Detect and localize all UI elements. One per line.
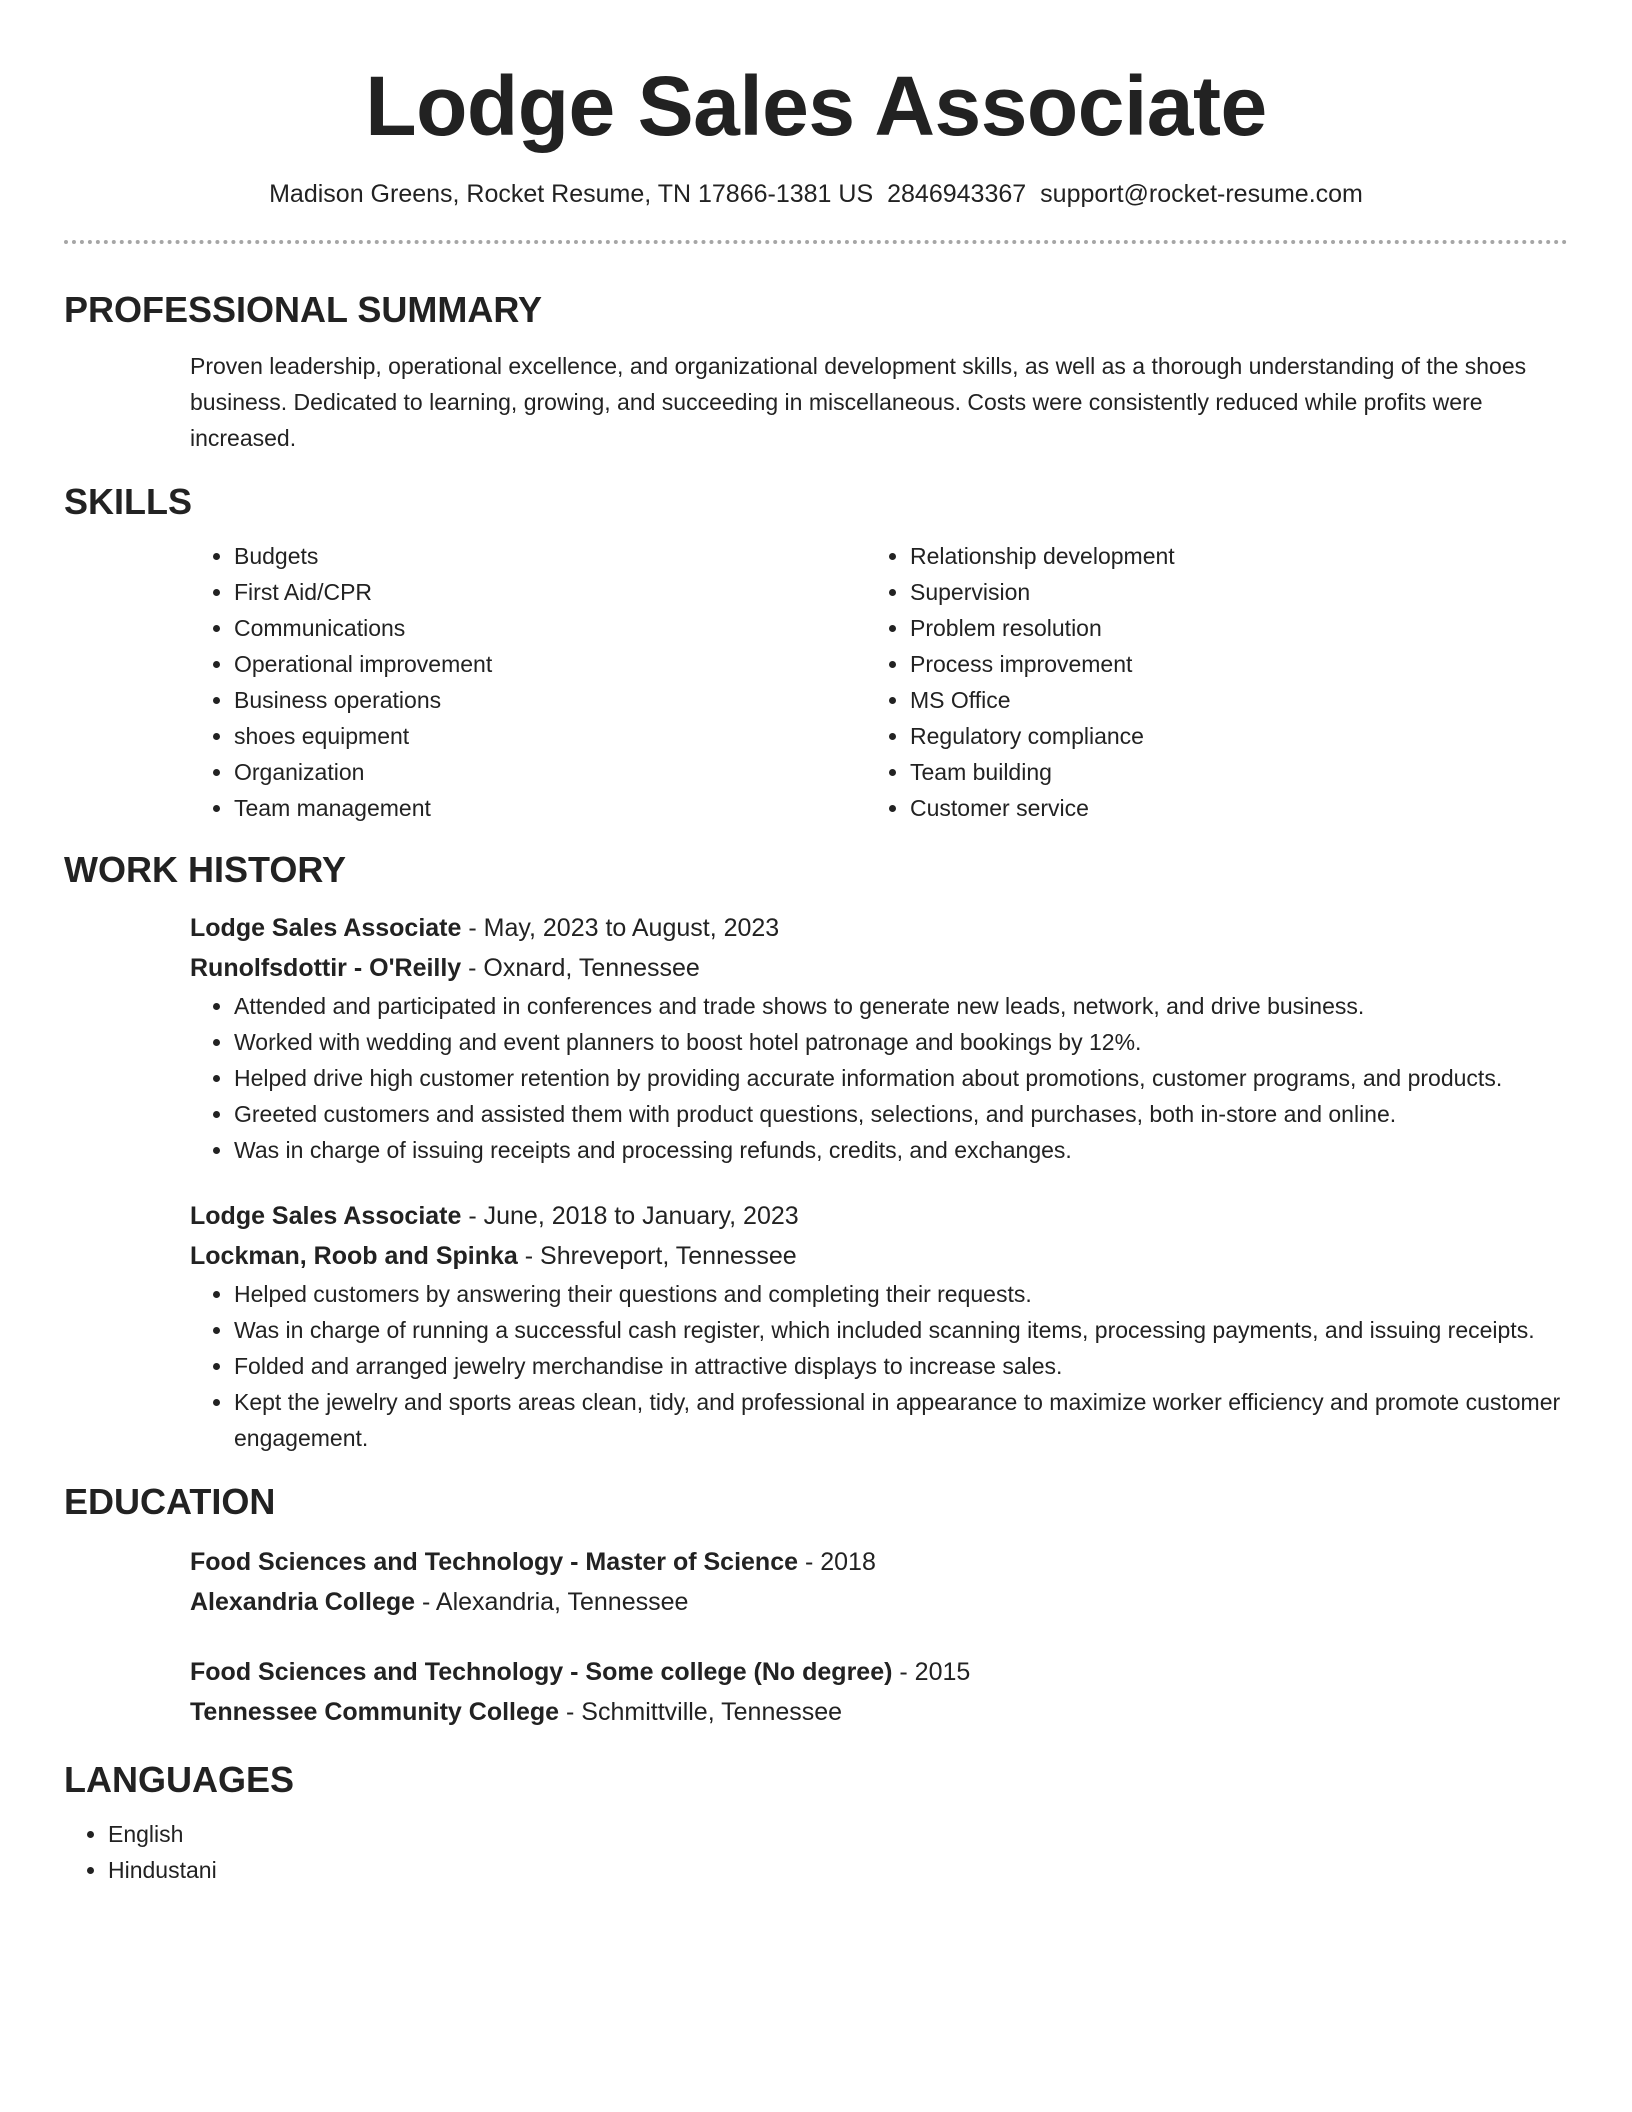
contact-email: support@rocket-resume.com: [1040, 180, 1363, 208]
education-location: - Alexandria, Tennessee: [415, 1588, 689, 1616]
job-entry: [190, 1196, 1568, 1456]
skill-item: • Organization: [234, 754, 866, 790]
skill-item: • Supervision: [910, 574, 1542, 610]
job-duty: • Attended and participated in conferences and trade shows to generate new leads, network, and drive business.: [234, 988, 1568, 1024]
education-heading: EDUCATION: [64, 1481, 276, 1522]
contact-address: Madison Greens, Rocket Resume, TN 17866-1381 US: [269, 180, 874, 208]
resume-name: Lodge Sales Associate: [365, 59, 1267, 153]
job-duty: • Worked with wedding and event planners to boost hotel patronage and bookings by 12%.: [234, 1024, 1568, 1060]
skill-item: • Communications: [234, 610, 866, 646]
languages-list: [64, 1816, 1568, 1888]
skill-item: • Team building: [910, 754, 1542, 790]
skill-item: • Operational improvement: [234, 646, 866, 682]
job-dates: - May, 2023 to August, 2023: [461, 914, 780, 942]
summary-heading: PROFESSIONAL SUMMARY: [64, 289, 543, 330]
skill-item: • Regulatory compliance: [910, 718, 1542, 754]
skill-item: • Customer service: [910, 790, 1542, 826]
skill-item: • Relationship development: [910, 538, 1542, 574]
job-dates: - June, 2018 to January, 2023: [461, 1202, 799, 1230]
skill-item: • MS Office: [910, 682, 1542, 718]
job-duty: • Greeted customers and assisted them with product questions, selections, and purchases, both in-store and online.: [234, 1096, 1568, 1132]
job-company: Runolfsdottir - O'Reilly: [190, 954, 462, 982]
education-school: Tennessee Community College: [190, 1698, 560, 1726]
languages-heading: LANGUAGES: [64, 1759, 295, 1800]
education-school-line: [190, 1582, 1568, 1622]
header-divider: [64, 240, 1568, 244]
job-location: - Shreveport, Tennessee: [517, 1242, 797, 1270]
education-degree-line: [190, 1652, 1568, 1692]
education-degree-line: [190, 1542, 1568, 1582]
skill-item: • Problem resolution: [910, 610, 1542, 646]
skill-item: • Business operations: [234, 682, 866, 718]
language-item: • English: [108, 1816, 1568, 1852]
job-duty: • Helped drive high customer retention by providing accurate information about promotions, customer programs, and products.: [234, 1060, 1568, 1096]
summary-text: Proven leadership, operational excellence, and organizational development skills, as well as a thorough understanding of the shoes business. Dedicated to learning, growing, and succeeding in miscellaneous. Costs were consistently reduced while profits were increased.: [190, 353, 1527, 451]
job-duty: • Kept the jewelry and sports areas clean, tidy, and professional in appearance to maximize worker efficiency and promote customer engagement.: [234, 1384, 1568, 1456]
skills-heading: SKILLS: [64, 481, 193, 522]
job-role: Lodge Sales Associate: [190, 914, 462, 942]
education-year: - 2018: [798, 1548, 876, 1576]
contact-phone: 2846943367: [887, 180, 1027, 208]
job-duty: • Was in charge of running a successful cash register, which included scanning items, processing payments, and issuing receipts.: [234, 1312, 1568, 1348]
skill-item: • Team management: [234, 790, 866, 826]
job-duties: [190, 988, 1568, 1168]
job-location: - Oxnard, Tennessee: [461, 954, 700, 982]
work-history-heading: WORK HISTORY: [64, 849, 347, 890]
skill-item: • Process improvement: [910, 646, 1542, 682]
job-duty: • Folded and arranged jewelry merchandise in attractive displays to increase sales.: [234, 1348, 1568, 1384]
job-duty: • Was in charge of issuing receipts and processing refunds, credits, and exchanges.: [234, 1132, 1568, 1168]
job-duty: • Helped customers by answering their questions and completing their requests.: [234, 1276, 1568, 1312]
job-company-line: [190, 948, 1568, 988]
language-item: • Hindustani: [108, 1852, 1568, 1888]
contact-line: [64, 178, 1568, 210]
job-role: Lodge Sales Associate: [190, 1202, 462, 1230]
skill-item: • First Aid/CPR: [234, 574, 866, 610]
skill-item: • shoes equipment: [234, 718, 866, 754]
education-year: - 2015: [892, 1658, 971, 1686]
education-degree: Food Sciences and Technology - Some college (No degree): [190, 1658, 893, 1686]
job-entry: [190, 908, 1568, 1168]
skills-column-left: [190, 538, 866, 826]
skills-list: [190, 538, 1568, 826]
job-duties: [190, 1276, 1568, 1456]
education-school: Alexandria College: [190, 1588, 416, 1616]
skill-item: • Budgets: [234, 538, 866, 574]
education-school-line: [190, 1692, 1568, 1732]
job-title-line: [190, 908, 1568, 948]
education-location: - Schmittville, Tennessee: [559, 1698, 843, 1726]
job-company-line: [190, 1236, 1568, 1276]
skills-column-right: [866, 538, 1542, 826]
job-company: Lockman, Roob and Spinka: [190, 1242, 518, 1270]
education-entry: [190, 1652, 1568, 1732]
education-entry: [190, 1542, 1568, 1622]
education-degree: Food Sciences and Technology - Master of Science: [190, 1548, 799, 1576]
job-title-line: [190, 1196, 1568, 1236]
